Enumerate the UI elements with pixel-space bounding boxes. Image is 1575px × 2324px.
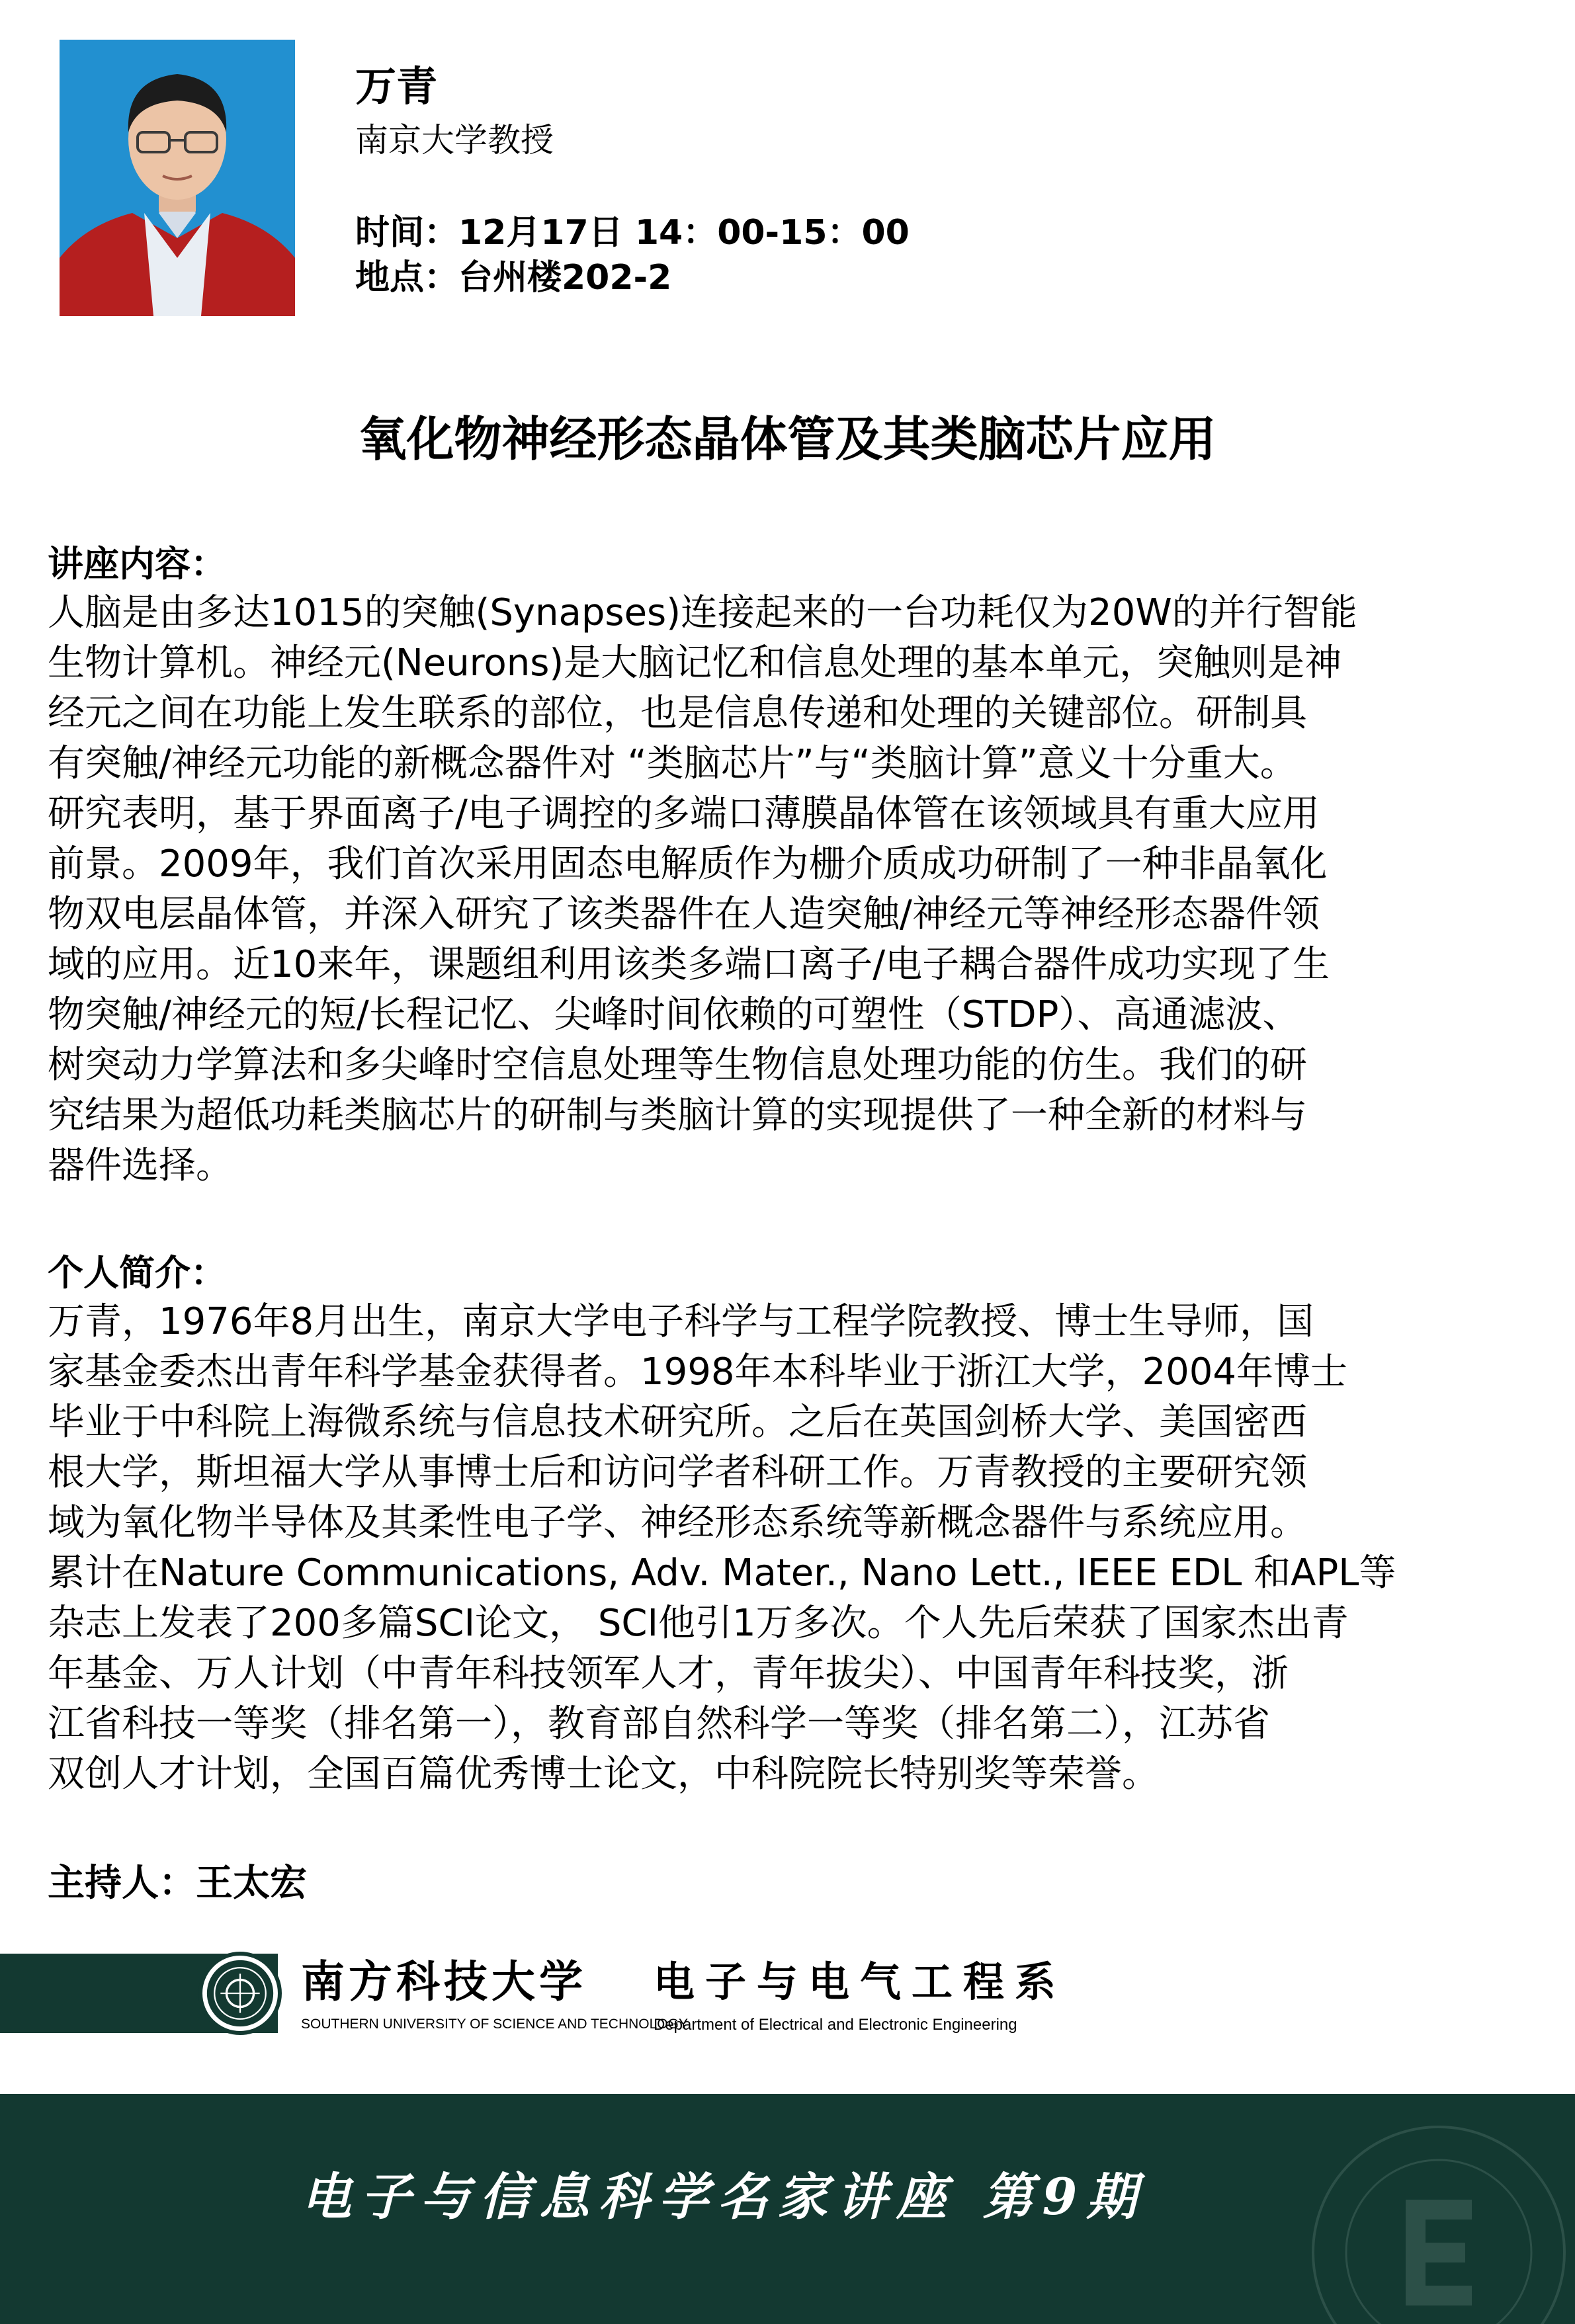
series-title: 电子与信息科学名家讲座 第9期 xyxy=(301,2167,1146,2226)
talk-title: 氧化物神经形态晶体管及其类脑芯片应用 xyxy=(359,411,1216,467)
abstract-line: 器件选择。 xyxy=(48,1144,233,1187)
bio-heading: 个人简介： xyxy=(48,1252,226,1294)
university-name-cn: 南方科技大学 xyxy=(301,1956,587,2007)
abstract-line: 有突触/神经元功能的新概念器件对 “类脑芯片”与“类脑计算”意义十分重大。 xyxy=(48,742,1297,785)
abstract-heading: 讲座内容： xyxy=(48,543,226,585)
bio-line: 根大学，斯坦福大学从事博士后和访问学者科研工作。万青教授的主要研究领 xyxy=(48,1451,1307,1494)
abstract-line: 物突触/神经元的短/长程记忆、尖峰时间依赖的可塑性（STDP）、高通滤波、 xyxy=(48,993,1300,1036)
bio-line: 域为氧化物半导体及其柔性电子学、神经形态系统等新概念器件与系统应用。 xyxy=(48,1501,1307,1544)
bio-paragraph xyxy=(48,1297,1529,1800)
speaker-name: 万青 xyxy=(355,62,438,110)
talk-location: 地点：台州楼202-2 xyxy=(355,258,672,298)
university-emblem-icon xyxy=(198,1952,282,2035)
talk-time: 时间：12月17日 14：00-15：00 xyxy=(355,213,910,253)
department-seal-watermark-icon xyxy=(1306,2120,1571,2324)
abstract-line: 经元之间在功能上发生联系的部位，也是信息传递和处理的关键部位。研制具 xyxy=(48,692,1307,735)
abstract-line: 究结果为超低功耗类脑芯片的研制与类脑计算的实现提供了一种全新的材料与 xyxy=(48,1094,1307,1137)
department-name-en: Department of Electrical and Electronic Engineering xyxy=(654,2016,1017,2034)
abstract-line: 生物计算机。神经元(Neurons)是大脑记忆和信息处理的基本单元，突触则是神 xyxy=(48,642,1342,685)
bio-line: 杂志上发表了200多篇SCI论文， SCI他引1万多次。个人先后荣获了国家杰出青 xyxy=(48,1602,1349,1645)
abstract-line: 域的应用。近10来年，课题组利用该类多端口离子/电子耦合器件成功实现了生 xyxy=(48,943,1330,986)
bio-line: 双创人才计划，全国百篇优秀博士论文，中科院院长特别奖等荣誉。 xyxy=(48,1753,1159,1796)
host: 主持人：王太宏 xyxy=(48,1862,307,1905)
footer-banner xyxy=(0,2094,1575,2324)
abstract-line: 物双电层晶体管，并深入研究了该类器件在人造突触/神经元等神经形态器件领 xyxy=(48,893,1320,936)
speaker-title: 南京大学教授 xyxy=(355,121,554,159)
bio-line: 累计在Nature Communications, Adv. Mater., Nano Lett., IEEE EDL 和APL等 xyxy=(48,1552,1396,1595)
department-name-cn: 电子与电气工程系 xyxy=(654,1958,1067,2006)
abstract-line: 研究表明，基于界面离子/电子调控的多端口薄膜晶体管在该领域具有重大应用 xyxy=(48,792,1320,835)
speaker-photo xyxy=(60,40,295,316)
abstract-paragraph xyxy=(48,588,1529,1191)
bio-line: 年基金、万人计划（中青年科技领军人才，青年拔尖）、中国青年科技奖，浙 xyxy=(48,1652,1289,1695)
abstract-line: 人脑是由多达1015的突触(Synapses)连接起来的一台功耗仅为20W的并行智能 xyxy=(48,591,1357,634)
bio-line: 万青，1976年8月出生，南京大学电子科学与工程学院教授、博士生导师，国 xyxy=(48,1300,1314,1343)
bio-line: 江省科技一等奖（排名第一），教育部自然科学一等奖（排名第二），江苏省 xyxy=(48,1702,1270,1745)
abstract-line: 前景。2009年，我们首次采用固态电解质作为栅介质成功研制了一种非晶氧化 xyxy=(48,843,1328,886)
bio-line: 毕业于中科院上海微系统与信息技术研究所。之后在英国剑桥大学、美国密西 xyxy=(48,1401,1307,1444)
abstract-line: 树突动力学算法和多尖峰时空信息处理等生物信息处理功能的仿生。我们的研 xyxy=(48,1044,1307,1087)
bio-line: 家基金委杰出青年科学基金获得者。1998年本科毕业于浙江大学，2004年博士 xyxy=(48,1350,1348,1393)
university-name-en: SOUTHERN UNIVERSITY OF SCIENCE AND TECHNOLOGY xyxy=(301,2016,688,2032)
